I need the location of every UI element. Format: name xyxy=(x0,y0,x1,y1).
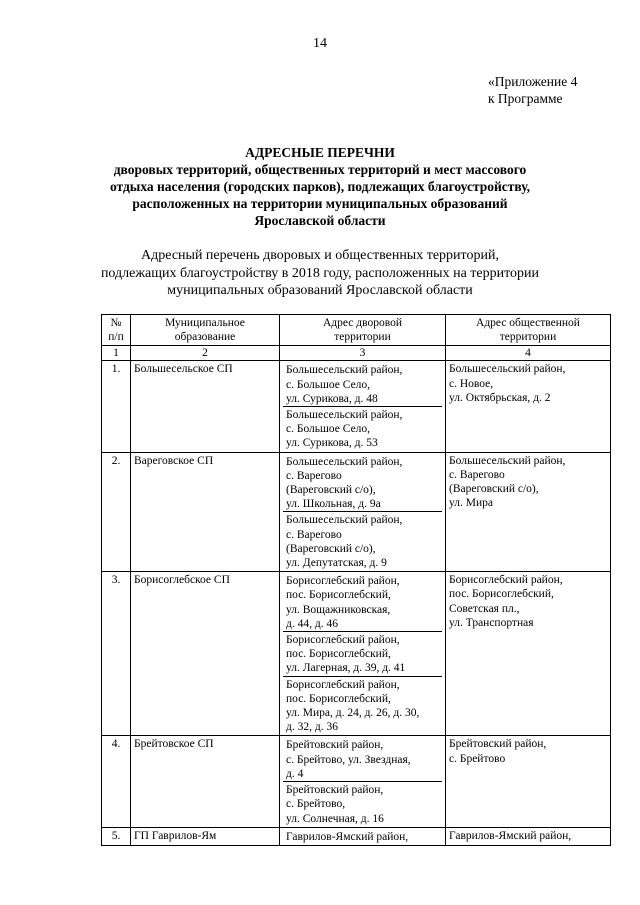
caption-line: муниципальных образований Ярославской области xyxy=(167,283,473,298)
address-line: Большесельский район, xyxy=(286,455,403,468)
header-text: Адрес общественной xyxy=(476,317,580,329)
header-municipality xyxy=(131,315,280,346)
address-line: с. Варегово xyxy=(286,528,342,541)
address-line: ул. Мира xyxy=(449,497,493,510)
address-line: Большесельский район, xyxy=(286,514,403,527)
public-address-cell xyxy=(446,361,611,452)
address-line: с. Брейтово xyxy=(449,752,506,765)
address-line: Борисоглебский район, xyxy=(449,574,563,587)
title-line: Ярославской области xyxy=(254,213,386,228)
address-line: с. Варегово xyxy=(449,468,505,481)
address-line: д. 32, д. 36 xyxy=(286,721,338,734)
title-line: отдыха населения (городских парков), подлежащих благоустройству, xyxy=(109,179,531,194)
address-line: пос. Борисоглебский, xyxy=(286,692,391,705)
municipality-name: Борисоглебское СП xyxy=(131,572,280,736)
address-line: (Вареговский с/о), xyxy=(286,484,376,497)
appendix-line: к Программе xyxy=(488,91,563,106)
yard-address xyxy=(283,454,442,512)
yard-address xyxy=(283,406,442,451)
address-line: ул. Депутатская, д. 9 xyxy=(286,557,387,570)
table-row xyxy=(102,572,611,736)
yard-address xyxy=(283,829,442,844)
yard-address xyxy=(283,573,442,631)
title-line: АДРЕСНЫЕ ПЕРЕЧНИ xyxy=(245,145,395,160)
address-line: ул. Школьная, д. 9а xyxy=(286,498,381,511)
header-text: п/п xyxy=(108,331,124,344)
address-line: Гаврилов-Ямский район, xyxy=(449,829,572,842)
table-row xyxy=(102,361,611,452)
address-line: с. Варегово xyxy=(286,469,342,482)
address-line: Брейтовский район, xyxy=(286,784,384,797)
row-number: 2. xyxy=(102,452,131,572)
yard-address xyxy=(283,737,442,781)
table-row xyxy=(102,452,611,572)
title-line: дворовых территорий, общественных территорий и мест массового xyxy=(113,162,527,177)
address-line: д. 4 xyxy=(286,767,304,780)
row-number: 5. xyxy=(102,827,131,845)
address-line: с. Большое Село, xyxy=(286,378,371,391)
address-line: Борисоглебский район, xyxy=(286,575,400,588)
yard-address xyxy=(283,362,442,406)
address-line: с. Брейтово, ул. Звездная, xyxy=(286,753,411,766)
address-line: с. Новое, xyxy=(449,377,494,390)
address-line: с. Брейтово, xyxy=(286,798,346,811)
address-line: Гаврилов-Ямский район, xyxy=(286,830,409,843)
header-text: Адрес дворовой xyxy=(323,317,402,329)
address-line: ул. Солнечная, д. 16 xyxy=(286,812,384,825)
address-line: (Вареговский с/о), xyxy=(286,542,376,555)
address-line: Большесельский район, xyxy=(286,409,403,422)
header-text: образование xyxy=(174,331,236,344)
municipality-name: Брейтовское СП xyxy=(131,736,280,827)
address-line: Борисоглебский район, xyxy=(286,678,400,691)
address-line: ул. Сурикова, д. 53 xyxy=(286,437,378,450)
municipality-name: ГП Гаврилов-Ям xyxy=(131,827,280,845)
address-line: ул. Лагерная, д. 39, д. 41 xyxy=(286,662,406,675)
address-line: ул. Транспортная xyxy=(449,616,534,629)
column-index: 2 xyxy=(131,346,280,361)
address-line: Большесельский район, xyxy=(286,364,403,377)
address-line: Большесельский район, xyxy=(449,363,566,376)
header-public-address xyxy=(446,315,611,346)
column-index: 1 xyxy=(102,346,131,361)
yard-address-cell xyxy=(280,361,446,452)
appendix-line: «Приложение 4 xyxy=(488,74,578,89)
header-text: территории xyxy=(499,331,557,344)
table-header-row xyxy=(102,315,611,346)
yard-address xyxy=(283,781,442,826)
column-index: 3 xyxy=(280,346,446,361)
yard-address-cell xyxy=(280,736,446,827)
row-number: 3. xyxy=(102,572,131,736)
table-body xyxy=(102,361,611,846)
public-address-cell xyxy=(446,827,611,845)
address-line: ул. Октябрьская, д. 2 xyxy=(449,391,551,404)
address-table xyxy=(101,314,611,846)
yard-address xyxy=(283,631,442,676)
table-row xyxy=(102,736,611,827)
appendix-note xyxy=(488,73,577,107)
address-line: с. Большое Село, xyxy=(286,423,371,436)
header-text: территории xyxy=(334,331,391,344)
yard-address xyxy=(283,511,442,570)
address-line: пос. Борисоглебский, xyxy=(449,588,554,601)
header-text: Муниципальное xyxy=(165,317,245,329)
table-caption xyxy=(60,247,580,300)
header-yard-address xyxy=(280,315,446,346)
address-line: Брейтовский район, xyxy=(286,739,384,752)
header-num xyxy=(102,315,131,346)
address-line: ул. Сурикова, д. 48 xyxy=(286,392,378,405)
address-line: Борисоглебский район, xyxy=(286,634,400,647)
title-line: расположенных на территории муниципальных образований xyxy=(132,196,508,211)
address-line: пос. Борисоглебский, xyxy=(286,648,391,661)
public-address-cell xyxy=(446,572,611,736)
table-row xyxy=(102,827,611,845)
address-line: Большесельский район, xyxy=(449,454,566,467)
row-number: 4. xyxy=(102,736,131,827)
page-number: 14 xyxy=(313,36,327,51)
address-line: (Вареговский с/о), xyxy=(449,483,539,496)
yard-address-cell xyxy=(280,827,446,845)
public-address-cell xyxy=(446,452,611,572)
document-title xyxy=(80,144,560,229)
yard-address xyxy=(283,676,442,735)
address-line: пос. Борисоглебский, xyxy=(286,589,391,602)
address-line: ул. Вощажниковская, xyxy=(286,603,391,616)
yard-address-cell xyxy=(280,452,446,572)
column-index: 4 xyxy=(446,346,611,361)
yard-address-cell xyxy=(280,572,446,736)
address-line: д. 44, д. 46 xyxy=(286,617,338,630)
column-index-row xyxy=(102,346,611,361)
address-line: Брейтовский район, xyxy=(449,738,547,751)
row-number: 1. xyxy=(102,361,131,452)
municipality-name: Большесельское СП xyxy=(131,361,280,452)
address-line: Советская пл., xyxy=(449,602,520,615)
municipality-name: Вареговское СП xyxy=(131,452,280,572)
caption-line: Адресный перечень дворовых и общественных территорий, xyxy=(141,248,499,263)
public-address-cell xyxy=(446,736,611,827)
address-line: ул. Мира, д. 24, д. 26, д. 30, xyxy=(286,707,420,720)
header-text: № xyxy=(110,317,122,329)
caption-line: подлежащих благоустройству в 2018 году, расположенных на территории xyxy=(100,265,540,281)
